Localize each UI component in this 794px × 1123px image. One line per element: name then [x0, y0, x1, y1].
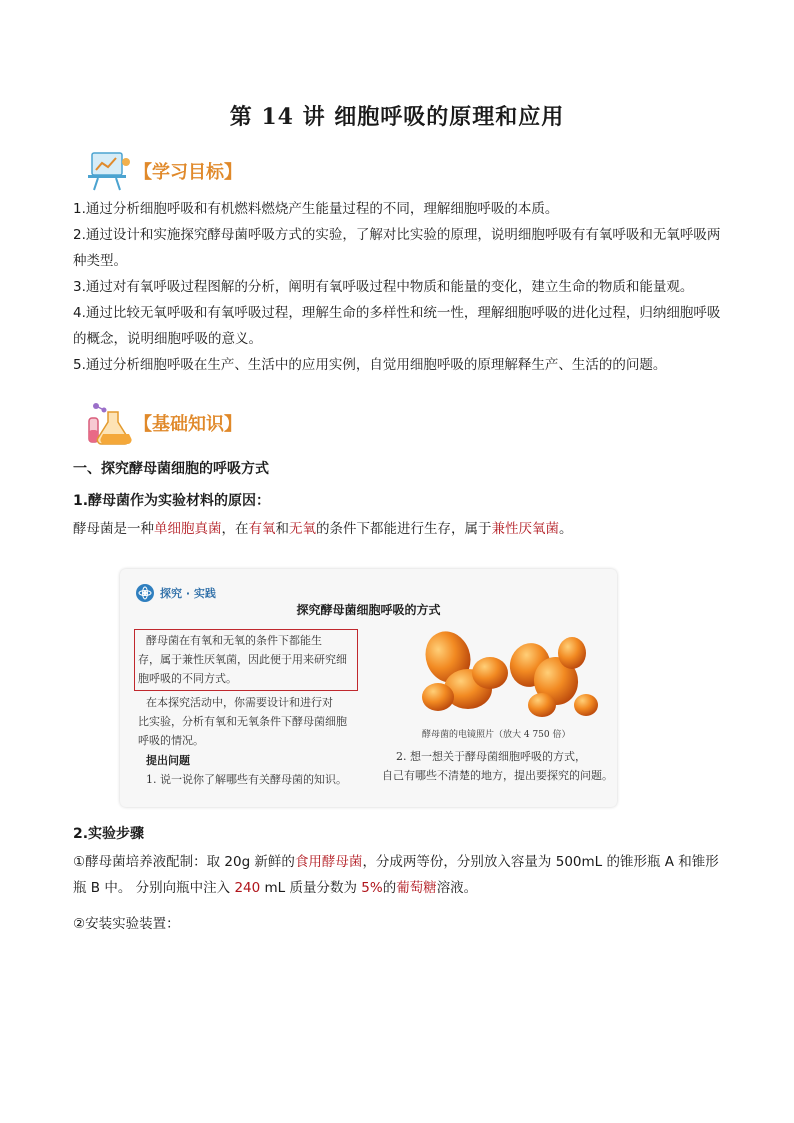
atom-icon — [136, 584, 154, 602]
textbook-figure — [120, 569, 617, 807]
heading-3: 2.实验步骤 — [73, 826, 145, 842]
text: 的 — [382, 880, 397, 896]
section-label: 【学习目标】 — [134, 162, 242, 183]
section-label: 【基础知识】 — [134, 414, 242, 435]
learning-goals-header — [86, 150, 242, 192]
box-line: 胞呼吸的不同方式。 — [138, 672, 237, 685]
objective-5: 5.通过分析细胞呼吸在生产、生活中的应用实例，自觉用细胞呼吸的原理解释生产、生活的的问题。 — [73, 357, 667, 373]
highlight: 单细胞真菌 — [154, 521, 222, 537]
presentation-board-icon — [86, 150, 132, 192]
highlight: 有氧 — [248, 521, 276, 537]
text: 和 — [275, 521, 289, 537]
figure-title: 探究酵母菌细胞呼吸的方式 — [296, 603, 441, 617]
question-1: 1. 说一说你了解哪些有关酵母菌的知识。 — [146, 773, 347, 786]
text: 瓶 B 中。 分别向瓶中注入 — [73, 880, 235, 896]
highlight: 兼性厌氧菌 — [491, 521, 559, 537]
objective-4: 4.通过比较无氧呼吸和有氧呼吸过程，理解生命的多样性和统一性，理解细胞呼吸的进化过程，归纳细胞呼吸的概念，说明细胞呼吸的意义。 — [73, 305, 721, 347]
figure-tag-text: 探究 · 实践 — [160, 587, 216, 600]
highlight: 葡萄糖 — [396, 880, 437, 896]
highlight: 5% — [361, 880, 383, 896]
objective-1: 1.通过分析细胞呼吸和有机燃料燃烧产生能量过程的不同，理解细胞呼吸的本质。 — [73, 201, 559, 217]
heading-2: 1.酵母菌作为实验材料的原因： — [73, 493, 271, 509]
text: mL 质量分数为 — [260, 880, 362, 896]
page-title: 第 14 讲 细胞呼吸的原理和应用 — [229, 104, 565, 130]
objective-2: 2.通过设计和实施探究酵母菌呼吸方式的实验，了解对比实验的原理，说明细胞呼吸有有氧呼吸和无氧呼吸两种类型。 — [73, 227, 721, 269]
body-line: 在本探究活动中，你需要设计和进行对 — [146, 696, 333, 709]
micrograph-caption: 酵母菌的电镜照片（放大 4 750 倍） — [422, 730, 571, 740]
box-line: 酵母菌在有氧和无氧的条件下都能生 — [146, 634, 322, 647]
figure-tag — [136, 584, 216, 602]
heading-1: 一、探究酵母菌细胞的呼吸方式 — [73, 461, 269, 477]
objective-3: 3.通过对有氧呼吸过程图解的分析，阐明有氧呼吸过程中物质和能量的变化，建立生命的物质和能量观。 — [73, 279, 694, 295]
basic-knowledge-header — [86, 400, 242, 446]
highlight: 无氧 — [289, 521, 316, 537]
text: ，分成两等份，分别放入容量为 500mL 的锥形瓶 A 和锥形 — [362, 854, 719, 870]
question-2-line: 自己有哪些不清楚的地方，提出要探究的问题。 — [382, 769, 613, 782]
box-line: 存，属于兼性厌氧菌，因此便于用来研究细 — [138, 653, 347, 666]
text: ①酵母菌培养液配制：取 20g 新鲜的 — [73, 854, 295, 870]
step-2: ②安装实验装置： — [73, 916, 180, 932]
text: 的条件下都能进行生存，属于 — [316, 521, 492, 537]
text: 酵母菌是一种 — [73, 521, 154, 537]
question-heading: 提出问题 — [146, 754, 190, 767]
body-line: 比实验，分析有氧和无氧条件下酵母菌细胞 — [138, 715, 347, 728]
text: 。 — [559, 521, 573, 537]
question-2-line: 2. 想一想关于酵母菌细胞呼吸的方式， — [396, 750, 586, 763]
body-line: 呼吸的情况。 — [138, 734, 204, 747]
text: ，在 — [221, 521, 249, 537]
highlight: 240 — [234, 880, 261, 896]
reason-paragraph — [73, 516, 723, 542]
text: 溶液。 — [436, 880, 478, 896]
step-1-paragraph — [73, 849, 723, 901]
highlight: 食用酵母菌 — [294, 854, 363, 870]
yeast-micrograph — [410, 621, 610, 725]
flask-icon — [86, 400, 132, 446]
